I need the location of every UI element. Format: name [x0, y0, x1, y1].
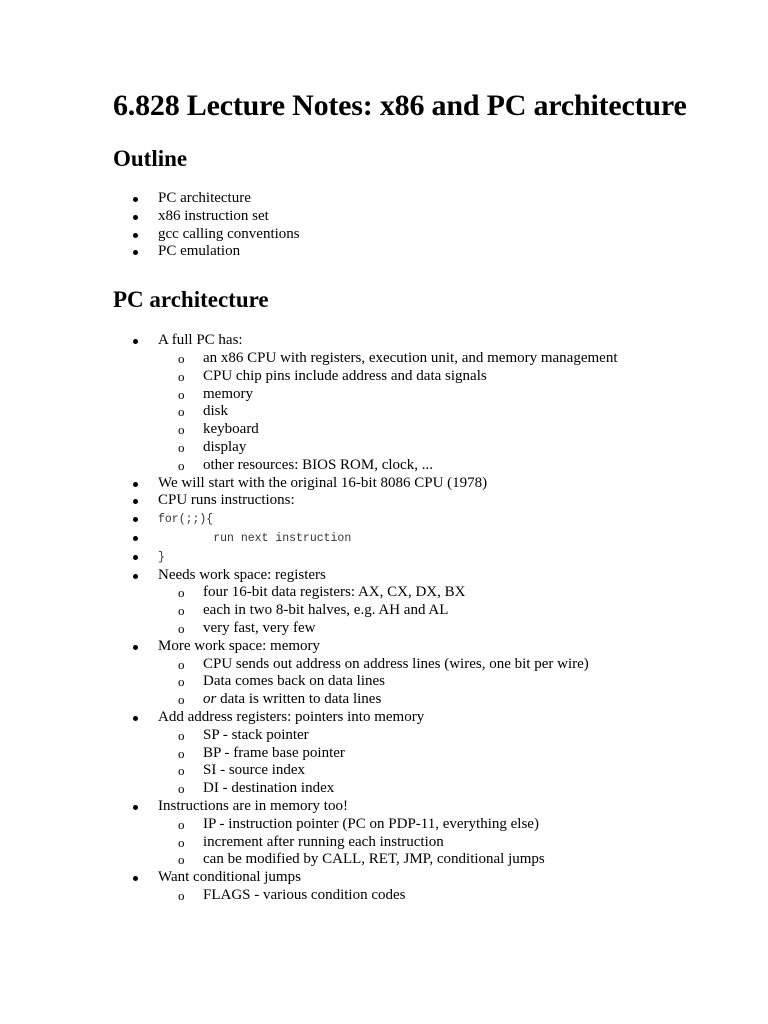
list-item: gcc calling conventions [113, 226, 733, 244]
circle-bullet-icon: o [178, 368, 185, 384]
bullet-icon [133, 499, 138, 504]
sub-list [158, 887, 733, 905]
sub-list-item: o disk [178, 403, 229, 420]
bullet-icon [133, 517, 138, 522]
page-title: 6.828 Lecture Notes: x86 and PC architecture [113, 89, 687, 122]
circle-bullet-icon: o [178, 350, 185, 366]
sub-list [158, 816, 733, 869]
sub-list-item: o FLAGS - various condition codes [178, 886, 406, 903]
bullet-icon [133, 555, 138, 560]
sub-list-item: o four 16-bit data registers: AX, CX, DX, BX [178, 584, 466, 601]
pc-architecture-heading: PC architecture [113, 287, 269, 313]
circle-bullet-icon: o [178, 656, 185, 672]
sub-list-item: o or data is written to data lines [178, 691, 382, 708]
circle-bullet-icon: o [178, 745, 185, 761]
circle-bullet-icon: o [178, 816, 185, 832]
sub-list-item: o Data comes back on data lines [178, 673, 386, 690]
circle-bullet-icon: o [178, 620, 185, 636]
circle-bullet-icon: o [178, 674, 185, 690]
sub-list-item: o IP - instruction pointer (PC on PDP-11, everything else) [178, 815, 539, 832]
sub-list-item: o each in two 8-bit halves, e.g. AH and AL [178, 602, 449, 619]
bullet-icon [133, 197, 138, 202]
outline-list [113, 190, 733, 261]
sub-list [158, 350, 733, 475]
list-item: Instructions are in memory too! o IP - instruction pointer (PC on PDP-11, everything else) o increment after running each instruction o can be modified by CALL, RET, JMP, conditional jumps [113, 798, 733, 869]
pc-architecture-list [113, 332, 733, 905]
circle-bullet-icon: o [178, 603, 185, 619]
sub-list-item: o SP - stack pointer [178, 726, 309, 743]
sub-list [158, 727, 733, 798]
sub-list [158, 656, 733, 709]
sub-list-item: o keyboard [178, 421, 259, 438]
circle-bullet-icon: o [178, 422, 185, 438]
sub-list-item: o can be modified by CALL, RET, JMP, conditional jumps [178, 851, 545, 868]
list-item: PC emulation [113, 243, 733, 261]
circle-bullet-icon: o [178, 457, 185, 473]
circle-bullet-icon: o [178, 852, 185, 868]
list-item: We will start with the original 16-bit 8086 CPU (1978) [113, 475, 733, 493]
sub-list-item: o SI - source index [178, 762, 306, 779]
bullet-icon [133, 233, 138, 238]
sub-list-item: o memory [178, 385, 253, 402]
list-item: Needs work space: registers o four 16-bit data registers: AX, CX, DX, BX o each in two 8-bit halves, e.g. AH and AL o very fast, very few [113, 567, 733, 638]
circle-bullet-icon: o [178, 585, 185, 601]
outline-heading: Outline [113, 146, 188, 171]
sub-list-item: o DI - destination index [178, 780, 335, 797]
code-line: } [113, 548, 733, 567]
list-item: PC architecture [113, 190, 733, 208]
sub-list-item: o other resources: BIOS ROM, clock, ... [178, 456, 433, 473]
list-item: A full PC has: o an x86 CPU with registers, execution unit, and memory management o CPU chip pins include address and data signals o memory o disk o keyboard o display o other resources: BIOS ROM, clock, ... [113, 332, 733, 474]
circle-bullet-icon: o [178, 781, 185, 797]
emphasis-or: or [203, 691, 217, 708]
circle-bullet-icon: o [178, 887, 185, 903]
circle-bullet-icon: o [178, 763, 185, 779]
sub-list-item: o increment after running each instruction [178, 833, 444, 850]
bullet-icon [133, 805, 138, 810]
sub-list-item: o an x86 CPU with registers, execution unit, and memory management [178, 349, 618, 366]
circle-bullet-icon: o [178, 386, 185, 402]
bullet-icon [133, 574, 138, 579]
circle-bullet-icon: o [178, 727, 185, 743]
document-page [113, 88, 733, 905]
sub-list-item: o BP - frame base pointer [178, 744, 345, 761]
bullet-icon [133, 876, 138, 881]
bullet-icon [133, 339, 138, 344]
code-line: run next instruction [113, 529, 733, 548]
bullet-icon [133, 250, 138, 255]
sub-list-item: o CPU sends out address on address lines (wires, one bit per wire) [178, 655, 589, 672]
list-item: Want conditional jumps o FLAGS - various condition codes [113, 869, 733, 905]
bullet-icon [133, 645, 138, 650]
sub-list-item: o display [178, 438, 247, 455]
list-item: x86 instruction set [113, 208, 733, 226]
sub-list [158, 584, 733, 637]
bullet-icon [133, 536, 138, 541]
circle-bullet-icon: o [178, 834, 185, 850]
bullet-icon [133, 716, 138, 721]
bullet-icon [133, 215, 138, 220]
code-line: for(;;){ [113, 510, 733, 529]
circle-bullet-icon: o [178, 692, 185, 708]
list-item: More work space: memory o CPU sends out address on address lines (wires, one bit per wire) o Data comes back on data lines o or data is written to data lines [113, 638, 733, 709]
list-item: Add address registers: pointers into memory o SP - stack pointer o BP - frame base pointer o SI - source index o DI - destination index [113, 709, 733, 798]
bullet-icon [133, 482, 138, 487]
circle-bullet-icon: o [178, 404, 185, 420]
sub-list-item: o very fast, very few [178, 619, 316, 636]
sub-list-item: o CPU chip pins include address and data signals [178, 367, 487, 384]
circle-bullet-icon: o [178, 439, 185, 455]
list-item: CPU runs instructions: [113, 492, 733, 510]
